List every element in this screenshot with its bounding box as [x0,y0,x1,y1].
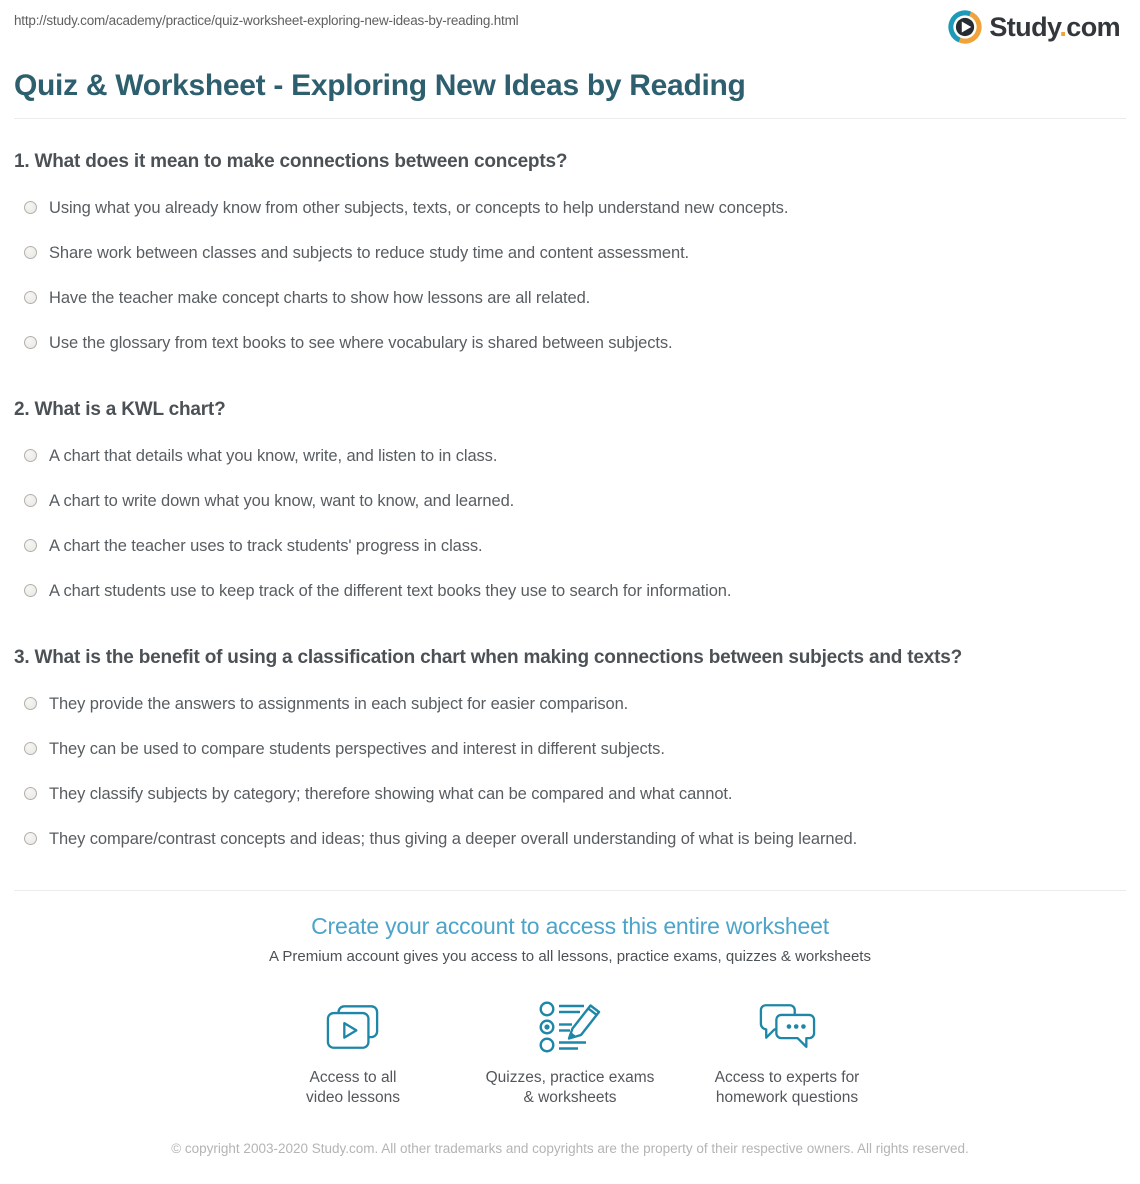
radio-button[interactable] [24,742,37,755]
title-divider [14,118,1126,119]
quizzes-worksheets-icon [538,998,602,1056]
page-title: Quiz & Worksheet - Exploring New Ideas by Reading [14,69,746,102]
answer-option[interactable] [14,198,1126,219]
radio-button[interactable] [24,584,37,597]
option-text: Have the teacher make concept charts to show how lessons are all related. [49,289,591,307]
radio-button[interactable] [24,246,37,259]
answer-option[interactable] [14,333,1126,354]
play-button-logo-icon [948,10,982,44]
answer-option[interactable] [14,829,1126,850]
video-lessons-icon [326,1004,380,1051]
answer-option[interactable] [14,739,1126,760]
answer-option[interactable] [14,446,1126,467]
feature-label: Access to all video lessons [306,1069,400,1106]
feature-label: Quizzes, practice exams & worksheets [485,1069,655,1106]
option-text: They compare/contrast concepts and ideas; thus giving a deeper overall understanding of what is being learned. [49,830,858,848]
page-url: http://study.com/academy/practice/quiz-worksheet-exploring-new-ideas-by-reading.html [14,13,519,28]
feature-label: Access to experts for homework questions [714,1069,860,1106]
option-text: A chart students use to keep track of the different text books they use to search for information. [49,582,732,600]
radio-button[interactable] [24,832,37,845]
option-text: Using what you already know from other subjects, texts, or concepts to help understand new concepts. [49,199,789,217]
option-text: They provide the answers to assignments in each subject for easier comparison. [49,695,629,713]
feature-video-lessons [245,996,462,1108]
radio-button[interactable] [24,787,37,800]
experts-chat-icon [758,1003,816,1052]
question-heading: 1. What does it mean to make connections between concepts? [14,151,568,172]
option-text: Use the glossary from text books to see where vocabulary is shared between subjects. [49,334,673,352]
answer-option[interactable] [14,288,1126,309]
answer-option[interactable] [14,581,1126,602]
option-text: A chart to write down what you know, want to know, and learned. [49,492,515,510]
answer-option[interactable] [14,694,1126,715]
studycom-logo-text: Study.com [989,12,1120,42]
cta-subheading: A Premium account gives you access to all lessons, practice exams, quizzes & worksheets [269,948,871,965]
cta-heading: Create your account to access this entire worksheet [311,913,829,939]
radio-button[interactable] [24,201,37,214]
option-text: A chart the teacher uses to track students' progress in class. [49,537,483,555]
radio-button[interactable] [24,449,37,462]
radio-button[interactable] [24,494,37,507]
radio-button[interactable] [24,291,37,304]
header [14,0,1126,52]
cta-divider [14,890,1126,891]
studycom-logo[interactable] [948,10,1126,44]
option-text: Share work between classes and subjects to reduce study time and content assessment. [49,244,690,262]
answer-option[interactable] [14,491,1126,512]
copyright-text: © copyright 2003-2020 Study.com. All other trademarks and copyrights are the property of their respective owners. All rights reserved. [171,1141,969,1156]
feature-homework-experts [679,996,896,1108]
feature-row [14,996,1126,1108]
cta-section [14,912,1126,1108]
radio-button[interactable] [24,336,37,349]
question-1 [14,150,1126,354]
question-heading: 2. What is a KWL chart? [14,399,226,420]
question-heading: 3. What is the benefit of using a classification chart when making connections between subjects and texts? [14,647,962,668]
question-3 [14,646,1126,850]
option-text: They classify subjects by category; therefore showing what can be compared and what cannot. [49,785,733,803]
option-text: A chart that details what you know, write, and listen to in class. [49,447,498,465]
radio-button[interactable] [24,539,37,552]
question-2 [14,398,1126,602]
radio-button[interactable] [24,697,37,710]
footer [14,1140,1126,1158]
answer-option[interactable] [14,243,1126,264]
answer-option[interactable] [14,536,1126,557]
feature-quizzes-worksheets [462,996,679,1108]
option-text: They can be used to compare students perspectives and interest in different subjects. [49,740,665,758]
answer-option[interactable] [14,784,1126,805]
